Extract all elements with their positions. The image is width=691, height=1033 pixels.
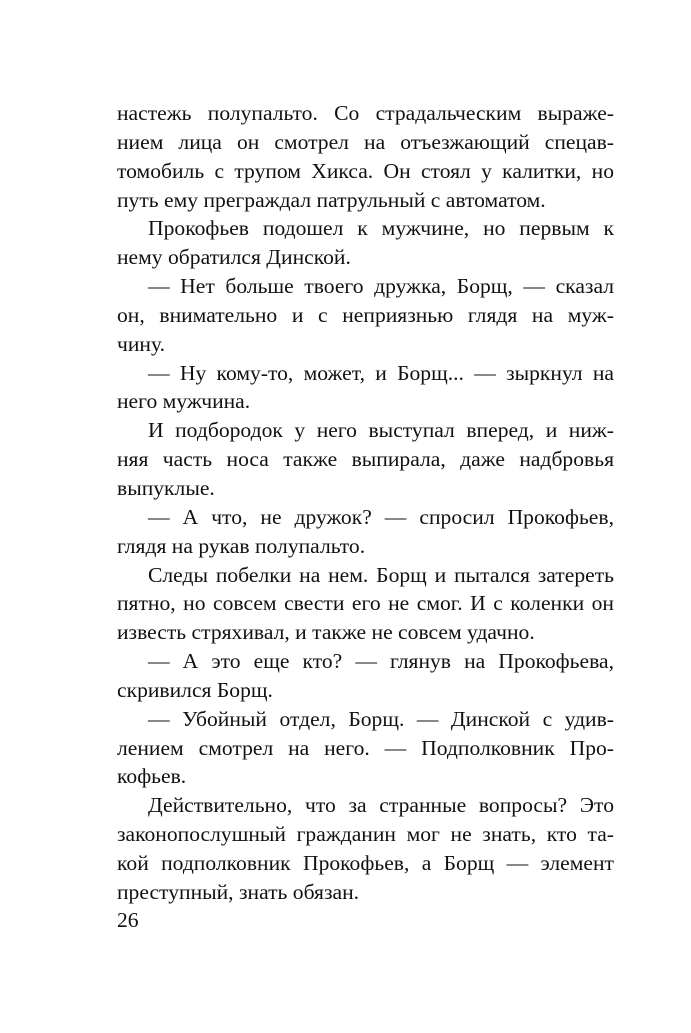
text-line: глядя на рукав полупальто. (117, 533, 366, 558)
text-line: — Ну кому-то, может, и Борщ... — зыркнул на (148, 360, 614, 385)
text-line: няя часть носа также выпирала, даже надбровья (117, 447, 614, 472)
text-line: томобиль с трупом Хикса. Он стоял у калитки, но (117, 158, 614, 183)
text-line: преступный, знать обязан. (117, 879, 360, 904)
text-line: Прокофьев подошел к мужчине, но первым к (148, 216, 614, 241)
text-line: Действительно, что за странные вопросы? Это (148, 793, 614, 818)
text-line: — А это еще кто? — глянув на Прокофьева, (148, 649, 614, 674)
body-text (117, 99, 614, 907)
text-line: лением смотрел на него. — Подполковник Про- (117, 735, 614, 760)
text-line: настежь полупальто. Со страдальческим выраже- (117, 101, 614, 125)
text-line: — А что, не дружок? — спросил Прокофьев, (148, 504, 614, 529)
text-line: него мужчина. (117, 389, 251, 414)
text-line: чину. (117, 331, 166, 356)
text-line: Следы побелки на нем. Борщ и пытался затереть (148, 562, 614, 587)
text-line: пятно, но совсем свести его не смог. И с коленки он (117, 591, 614, 616)
text-line: известь стряхивал, и также не совсем удачно. (117, 620, 535, 645)
text-line: нием лица он смотрел на отъезжающий спецав- (117, 129, 614, 154)
text-line: — Нет больше твоего дружка, Борщ, — сказал (148, 274, 614, 299)
text-line: скривился Борщ. (117, 677, 273, 702)
text-line: нему обратился Динской. (117, 245, 351, 270)
text-line: кофьев. (117, 764, 187, 789)
text-line: выпуклые. (117, 475, 215, 500)
text-line: законопослушный гражданин мог не знать, кто та- (117, 822, 614, 847)
text-line: И подбородок у него выступал вперед, и ниж- (148, 418, 614, 443)
text-line: кой подполковник Прокофьев, а Борщ — элемент (117, 850, 614, 875)
text-line: — Убойный отдел, Борщ. — Динской с удив- (148, 706, 614, 731)
text-line: путь ему преграждал патрульный с автоматом. (117, 187, 546, 212)
page-number: 26 (117, 908, 139, 932)
text-line: он, внимательно и с неприязнью глядя на муж- (117, 302, 614, 327)
